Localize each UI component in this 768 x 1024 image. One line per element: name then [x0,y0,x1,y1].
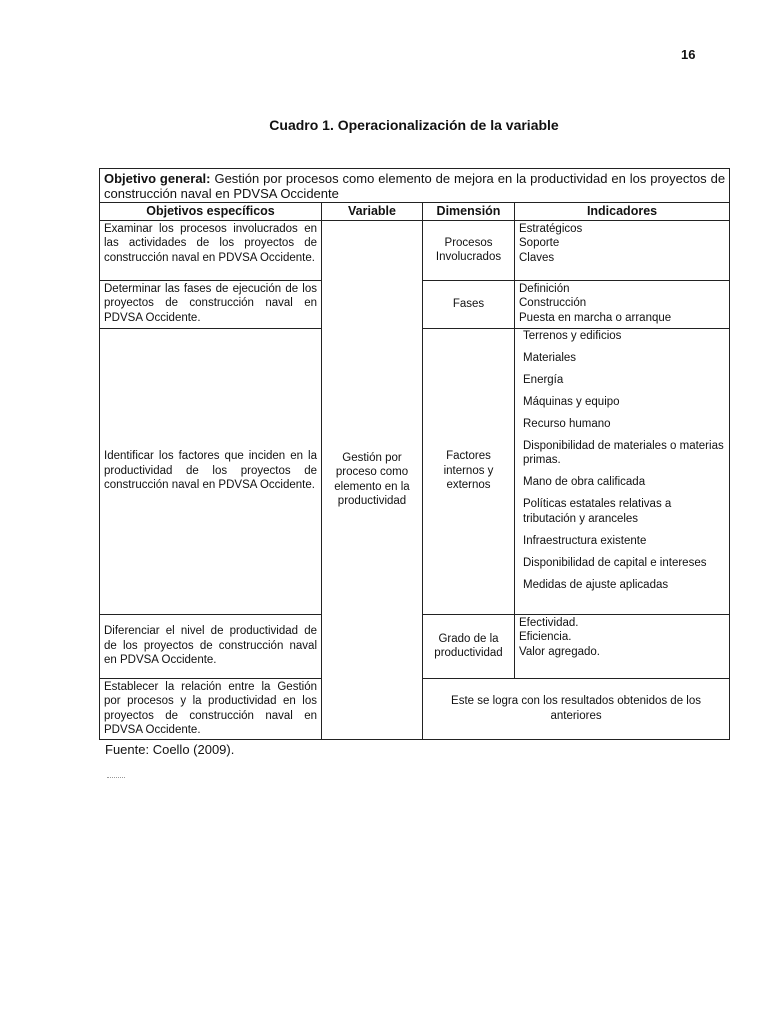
general-objective-text: Gestión por procesos como elemento de mejora en la productividad en los proyectos de construcción naval en PDVSA Occidente [104,171,726,201]
indicator: Eficiencia. [519,631,572,643]
indicator: Materiales [523,351,577,364]
source-note: Fuente: Coello (2009). [105,742,235,757]
objetivo-cell: Identificar los factores que inciden en la productividad de los proyectos de construcción naval en PDVSA Occidente. [100,328,322,614]
indicator: Valor agregado. [519,645,600,658]
indicadores-cell [515,280,730,328]
indicadores-cell [515,328,730,614]
table-row [100,220,730,280]
dimension-cell: Grado de la productividad [423,614,515,678]
indicator: Disponibilidad de capital e intereses [523,556,707,569]
indicator: Recurso humano [523,417,611,430]
header-indicadores: Indicadores [515,203,730,221]
indicator: Infraestructura existente [523,534,647,547]
header-row [100,203,730,221]
indicator: Definición [519,282,570,295]
indicator: Políticas estatales relativas a tributación y aranceles [523,498,672,525]
variable-cell: Gestión por proceso como elemento en la productividad [322,220,423,739]
indicator: Puesta en marcha o arranque [519,311,672,324]
indicator: Terrenos y edificios [523,329,622,342]
indicator: Efectividad. [519,616,579,629]
divider [107,777,125,778]
indicator: Disponibilidad de materiales o materias primas. [523,439,724,466]
indicator: Mano de obra calificada [523,476,646,488]
indicator: Estratégicos [519,222,583,235]
general-objective-label: Objetivo general: [104,171,211,186]
dimension-cell: Factores internos y externos [423,328,515,614]
general-objective-cell [100,169,730,203]
indicadores-cell [515,614,730,678]
operationalization-table [99,168,730,740]
objetivo-cell: Establecer la relación entre la Gestión por procesos y la productividad en los proyectos de construcción naval en PDVSA Occidente. [100,678,322,739]
indicator: Claves [519,251,555,264]
dimension-cell: Procesos Involucrados [423,220,515,280]
indicator: Medidas de ajuste aplicadas [523,578,669,591]
page-number: 16 [681,47,696,62]
table-title: Cuadro 1. Operacionalización de la variable [269,117,559,133]
indicator: Soporte [519,237,560,249]
indicator: Energía [523,373,564,386]
indicator: Construcción [519,297,587,309]
objetivo-cell: Diferenciar el nivel de productividad de de los proyectos de construcción naval en PDVSA Occidente. [100,614,322,678]
dimension-cell: Fases [423,280,515,328]
indicator: Máquinas y equipo [523,395,620,408]
indicadores-cell [515,220,730,280]
objetivo-cell: Determinar las fases de ejecución de los proyectos de construcción naval en PDVSA Occidente. [100,280,322,328]
header-dimension: Dimensión [423,203,515,221]
objetivo-cell: Examinar los procesos involucrados en las actividades de los proyectos de construcción naval en PDVSA Occidente. [100,220,322,280]
general-objective-row [100,169,730,203]
header-variable: Variable [322,203,423,221]
merged-note-cell: Este se logra con los resultados obtenidos de los anteriores [423,678,730,739]
header-objetivos: Objetivos específicos [100,203,322,221]
